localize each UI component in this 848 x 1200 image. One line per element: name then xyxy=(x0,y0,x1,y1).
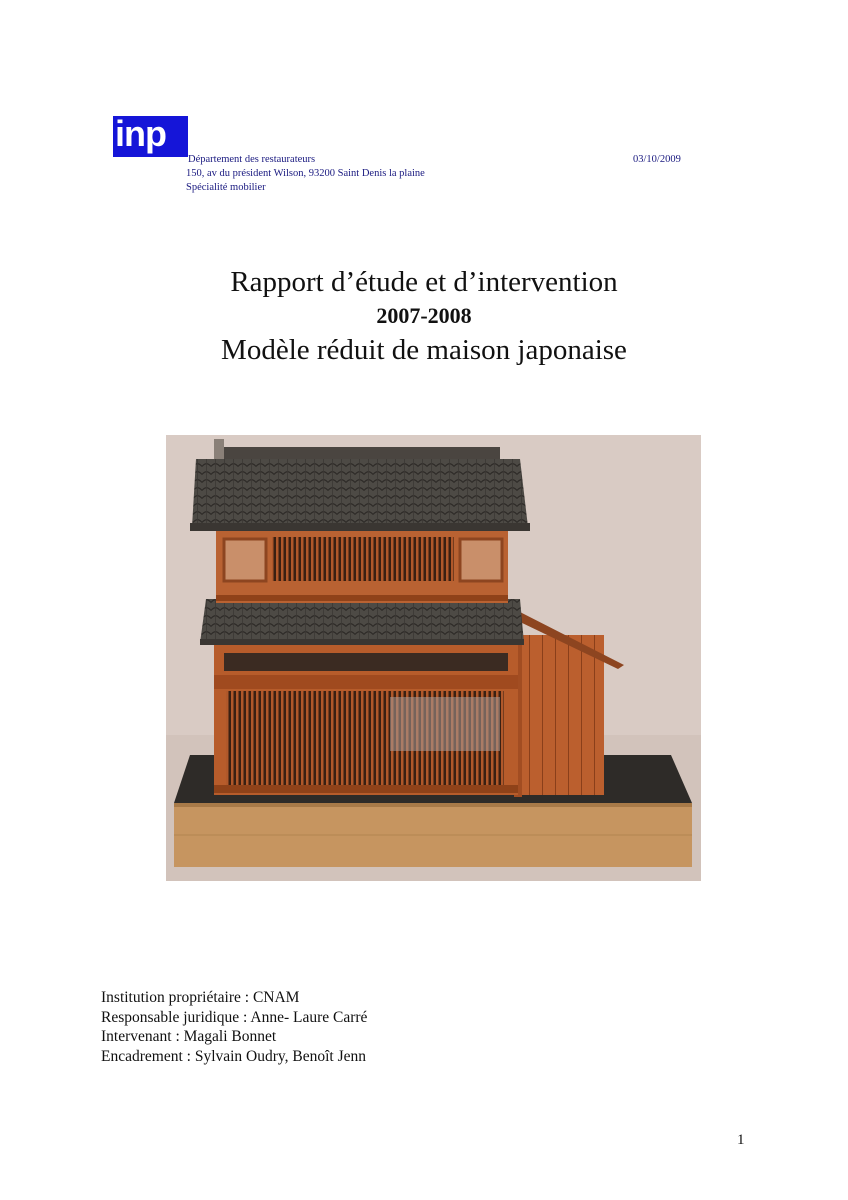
report-subject: Modèle réduit de maison japonaise xyxy=(221,334,627,366)
intervenant: Intervenant : Magali Bonnet xyxy=(101,1028,277,1045)
report-years: 2007-2008 xyxy=(376,303,472,328)
project-information xyxy=(101,988,367,1066)
page-number: 1 xyxy=(737,1132,745,1148)
owner-institution: Institution propriétaire : CNAM xyxy=(101,989,300,1006)
document-date: 03/10/2009 xyxy=(633,154,681,165)
inp-logo: inp xyxy=(113,116,188,157)
department-line: Département des restaurateurs xyxy=(188,154,316,165)
speciality-line: Spécialité mobilier xyxy=(186,182,266,193)
supervision: Encadrement : Sylvain Oudry, Benoît Jenn xyxy=(101,1047,367,1065)
report-title-block xyxy=(0,264,848,368)
report-title: Rapport d’étude et d’intervention xyxy=(230,266,618,298)
legal-responsible: Responsable juridique : Anne- Laure Carré xyxy=(101,1008,368,1026)
japanese-house-model-photo xyxy=(166,435,701,881)
house-model-illustration xyxy=(166,435,701,881)
institution-address-block xyxy=(186,153,425,195)
address-line: 150, av du président Wilson, 93200 Saint Denis la plaine xyxy=(186,168,425,179)
